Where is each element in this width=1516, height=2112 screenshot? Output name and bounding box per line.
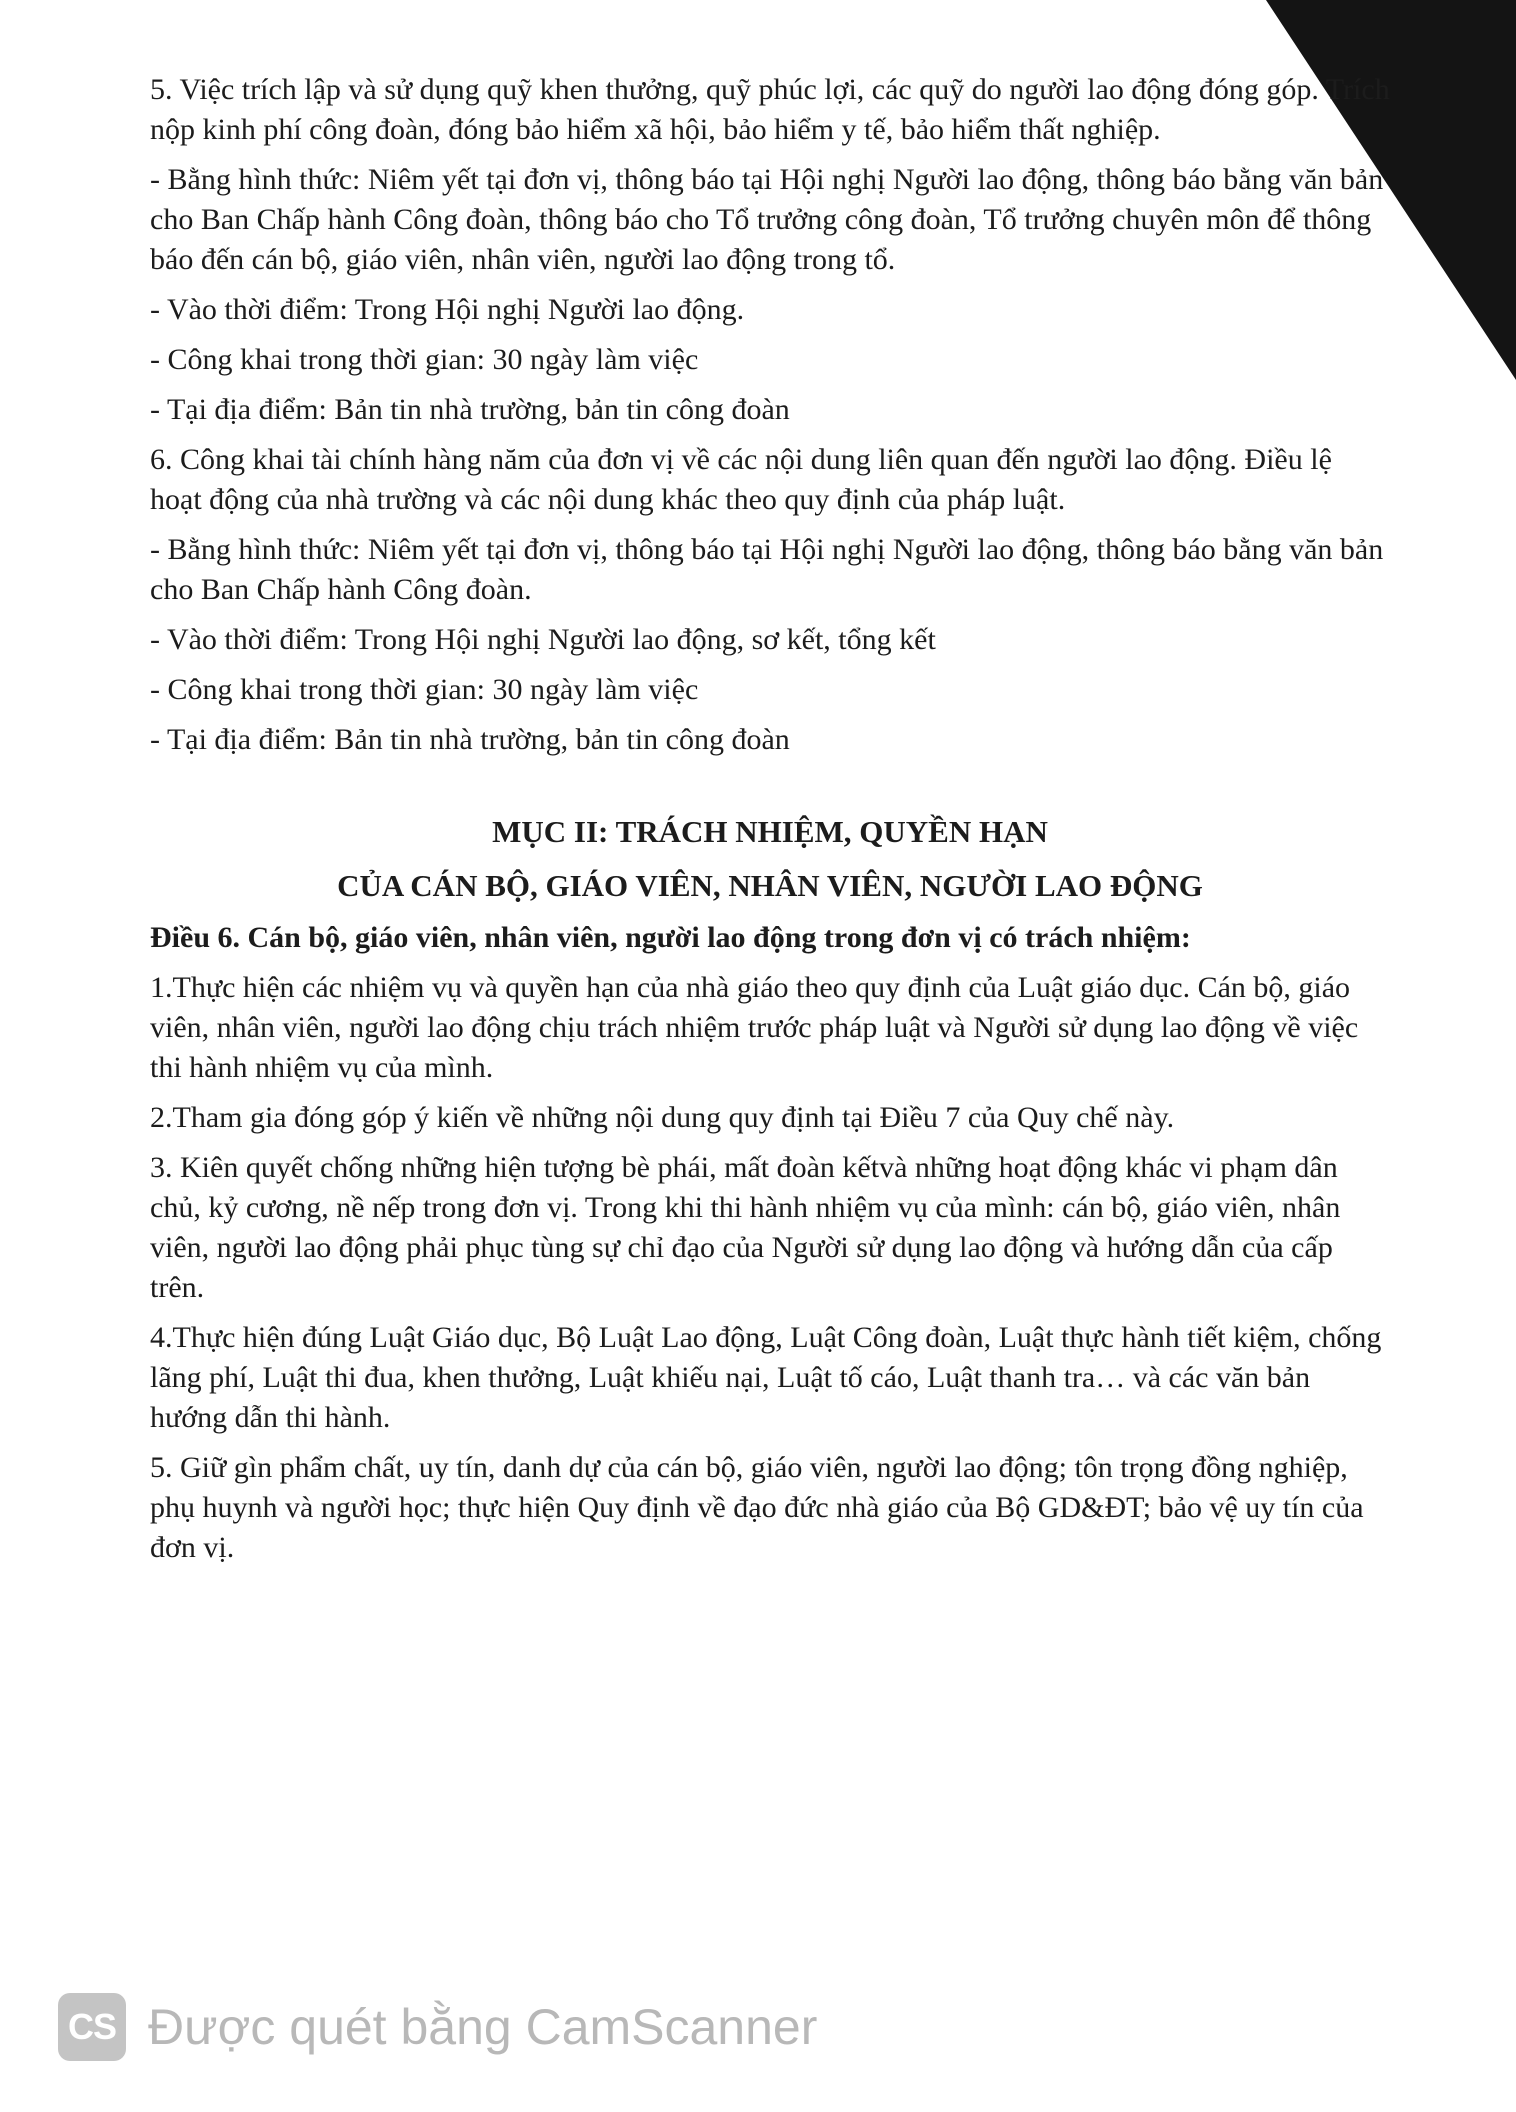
duration-line: - Công khai trong thời gian: 30 ngày làm việc bbox=[150, 673, 699, 706]
camscanner-watermark bbox=[58, 1992, 817, 2062]
camscanner-logo-icon: CS bbox=[58, 1993, 126, 2061]
form-line: - Bằng hình thức: Niêm yết tại đơn vị, thông báo tại Hội nghị Người lao động, thông báo bằng văn bản cho Ban Chấp hành Công đoàn, thông báo cho Tổ trưởng công đoàn, Tổ trưởng chuyên môn để thông báo đến cán bộ, giáo viên, nhân viên, người lao động trong tổ. bbox=[150, 163, 1384, 276]
section-title: MỤC II: TRÁCH NHIỆM, QUYỀN HẠN bbox=[492, 814, 1048, 849]
time-line: - Vào thời điểm: Trong Hội nghị Người lao động, sơ kết, tổng kết bbox=[150, 623, 936, 656]
paragraph-item-6: 6. Công khai tài chính hàng năm của đơn vị về các nội dung liên quan đến người lao động. Điều lệ hoạt động của nhà trường và các nội dung khác theo quy định của pháp luật. bbox=[150, 443, 1332, 516]
duty-item-3: 3. Kiên quyết chống những hiện tượng bè phái, mất đoàn kếtvà những hoạt động khác vi phạm dân chủ, kỷ cương, nề nếp trong đơn vị. Trong khi thi hành nhiệm vụ của mình: cán bộ, giáo viên, nhân viên, người lao động phải phục tùng sự chỉ đạo của Người sử dụng lao động và hướng dẫn của cấp trên. bbox=[150, 1151, 1341, 1304]
duty-item-5: 5. Giữ gìn phẩm chất, uy tín, danh dự của cán bộ, giáo viên, người lao động; tôn trọng đồng nghiệp, phụ huynh và người học; thực hiện Quy định về đạo đức nhà giáo của Bộ GD&ĐT; bảo vệ uy tín của đơn vị. bbox=[150, 1451, 1364, 1564]
form-line: - Bằng hình thức: Niêm yết tại đơn vị, thông báo tại Hội nghị Người lao động, thông báo bằng văn bản cho Ban Chấp hành Công đoàn. bbox=[150, 533, 1384, 606]
location-line: - Tại địa điểm: Bản tin nhà trường, bản tin công đoàn bbox=[150, 393, 790, 426]
document-body bbox=[150, 70, 1390, 1578]
time-line: - Vào thời điểm: Trong Hội nghị Người lao động. bbox=[150, 293, 745, 326]
duration-line: - Công khai trong thời gian: 30 ngày làm việc bbox=[150, 343, 699, 376]
duty-item-4: 4.Thực hiện đúng Luật Giáo dục, Bộ Luật Lao động, Luật Công đoàn, Luật thực hành tiết kiệm, chống lãng phí, Luật thi đua, khen thưởng, Luật khiếu nại, Luật tố cáo, Luật thanh tra… và các văn bản hướng dẫn thi hành. bbox=[150, 1321, 1382, 1434]
article-heading: Điều 6. Cán bộ, giáo viên, nhân viên, người lao động trong đơn vị có trách nhiệm: bbox=[150, 921, 1191, 954]
duty-item-2: 2.Tham gia đóng góp ý kiến về những nội dung quy định tại Điều 7 của Quy chế này. bbox=[150, 1101, 1175, 1134]
watermark-text: Được quét bằng CamScanner bbox=[148, 1999, 818, 2055]
location-line: - Tại địa điểm: Bản tin nhà trường, bản tin công đoàn bbox=[150, 723, 790, 756]
paragraph-item-5: 5. Việc trích lập và sử dụng quỹ khen thưởng, quỹ phúc lợi, các quỹ do người lao động đóng góp. Trích nộp kinh phí công đoàn, đóng bảo hiểm xã hội, bảo hiểm y tế, bảo hiểm thất nghiệp. bbox=[150, 73, 1390, 146]
duty-item-1: 1.Thực hiện các nhiệm vụ và quyền hạn của nhà giáo theo quy định của Luật giáo dục. Cán bộ, giáo viên, nhân viên, người lao động chịu trách nhiệm trước pháp luật và Người sử dụng lao động về việc thi hành nhiệm vụ của mình. bbox=[150, 971, 1359, 1084]
section-subtitle: CỦA CÁN BỘ, GIÁO VIÊN, NHÂN VIÊN, NGƯỜI LAO ĐỘNG bbox=[337, 868, 1203, 903]
